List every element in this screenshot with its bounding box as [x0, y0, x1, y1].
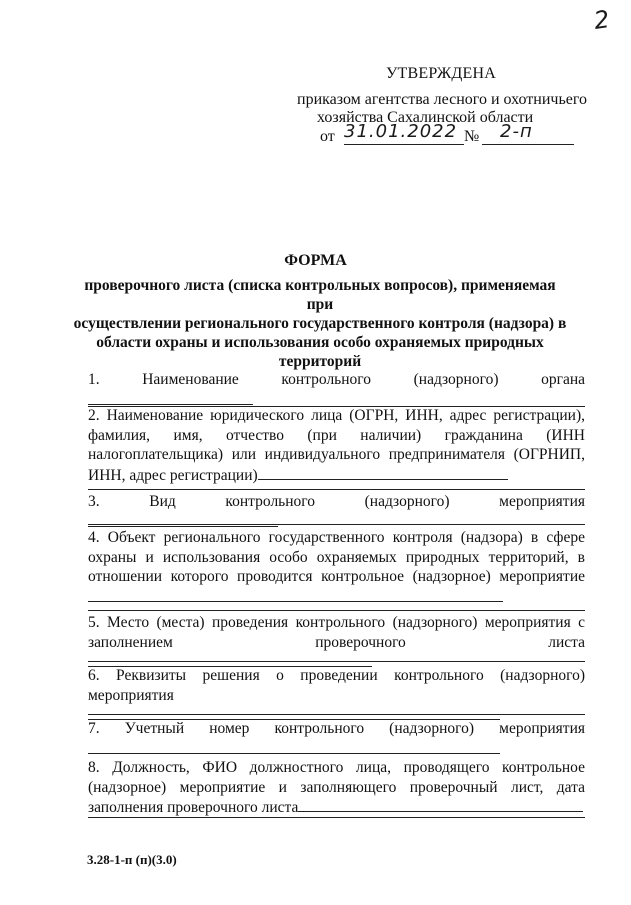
- item-2-fill-line[interactable]: [258, 465, 508, 480]
- subtitle-line: проверочного листа (списка контрольных вопросов), применяемая при: [84, 277, 556, 313]
- item-7-fill-line[interactable]: [88, 739, 500, 754]
- approval-order-line-2: хозяйства Сахалинской области: [317, 109, 534, 126]
- item-5-extra-line[interactable]: [88, 661, 585, 662]
- form-item-3: [88, 492, 585, 532]
- item-2-text: 2. Наименование юридического лица (ОГРН, ИНН, адрес регистрации), фамилия, имя, отчество (при наличии) гражданина (ИНН налогоплательщика) или индивидуального предпринимателя (ОГРНИП, ИНН, адрес регистрации): [88, 407, 585, 484]
- subtitle-line: области охраны и использования особо охраняемых природных: [96, 334, 544, 351]
- item-8-extra-line[interactable]: [88, 817, 585, 818]
- item-3-extra-line[interactable]: [88, 524, 585, 525]
- approval-heading: УТВЕРЖДЕНА: [386, 65, 497, 82]
- subtitle-line: осуществлении регионального государственного контроля (надзора) в: [73, 315, 567, 332]
- item-2-extra-line[interactable]: [88, 489, 585, 490]
- form-item-7: [88, 719, 585, 759]
- item-1-fill-line[interactable]: [88, 390, 253, 405]
- form-title: ФОРМА: [284, 252, 347, 269]
- item-4-text: 4. Объект регионального государственного контроля (надзора) в сфере охраны и использования особо охраняемых природных территорий, в отношении которого проводится контрольное (надзорное) мероприятие: [88, 529, 585, 585]
- approval-date-line: [320, 121, 590, 146]
- item-8-fill-line[interactable]: [298, 797, 583, 812]
- from-label: от: [320, 128, 335, 145]
- item-6-fill-line[interactable]: [88, 705, 500, 720]
- form-item-2: [88, 406, 585, 485]
- item-5-fill-line[interactable]: [88, 652, 372, 667]
- form-item-4: [88, 528, 585, 607]
- item-4-fill-line[interactable]: [88, 587, 503, 602]
- form-subtitle: [70, 276, 570, 371]
- item-5-text: 5. Место (места) проведения контрольного (надзорного) мероприятия с заполнением проверочного листа: [88, 614, 585, 651]
- item-7-text: 7. Учетный номер контрольного (надзорного) мероприятия: [88, 720, 585, 737]
- item-3-text: 3. Вид контрольного (надзорного) мероприятия: [88, 493, 585, 510]
- handwritten-page-number: 2: [592, 5, 613, 35]
- item-4-extra-line[interactable]: [88, 610, 585, 611]
- form-item-8: [88, 758, 585, 818]
- footer-form-code: 3.28-1-п (п)(3.0): [87, 852, 177, 867]
- item-1-text: 1. Наименование контрольного (надзорного) органа: [88, 371, 585, 388]
- form-item-6: [88, 666, 585, 726]
- handwritten-date: 31.01.2022: [344, 122, 464, 145]
- handwritten-order-number: 2-п: [482, 122, 574, 145]
- item-6-extra-line[interactable]: [88, 714, 585, 715]
- form-item-5: [88, 613, 585, 673]
- subtitle-line: территорий: [278, 353, 362, 370]
- number-label: №: [464, 128, 480, 145]
- form-item-1: [88, 370, 585, 410]
- approval-order-line-1: приказом агентства лесного и охотничьего: [297, 91, 588, 108]
- item-8-text: 8. Должность, ФИО должностного лица, проводящего контрольное (надзорное) мероприятие и заполняющего проверочный лист, дата заполнения проверочного листа: [88, 759, 585, 816]
- item-6-text: 6. Реквизиты решения о проведении контрольного (надзорного) мероприятия: [88, 667, 585, 704]
